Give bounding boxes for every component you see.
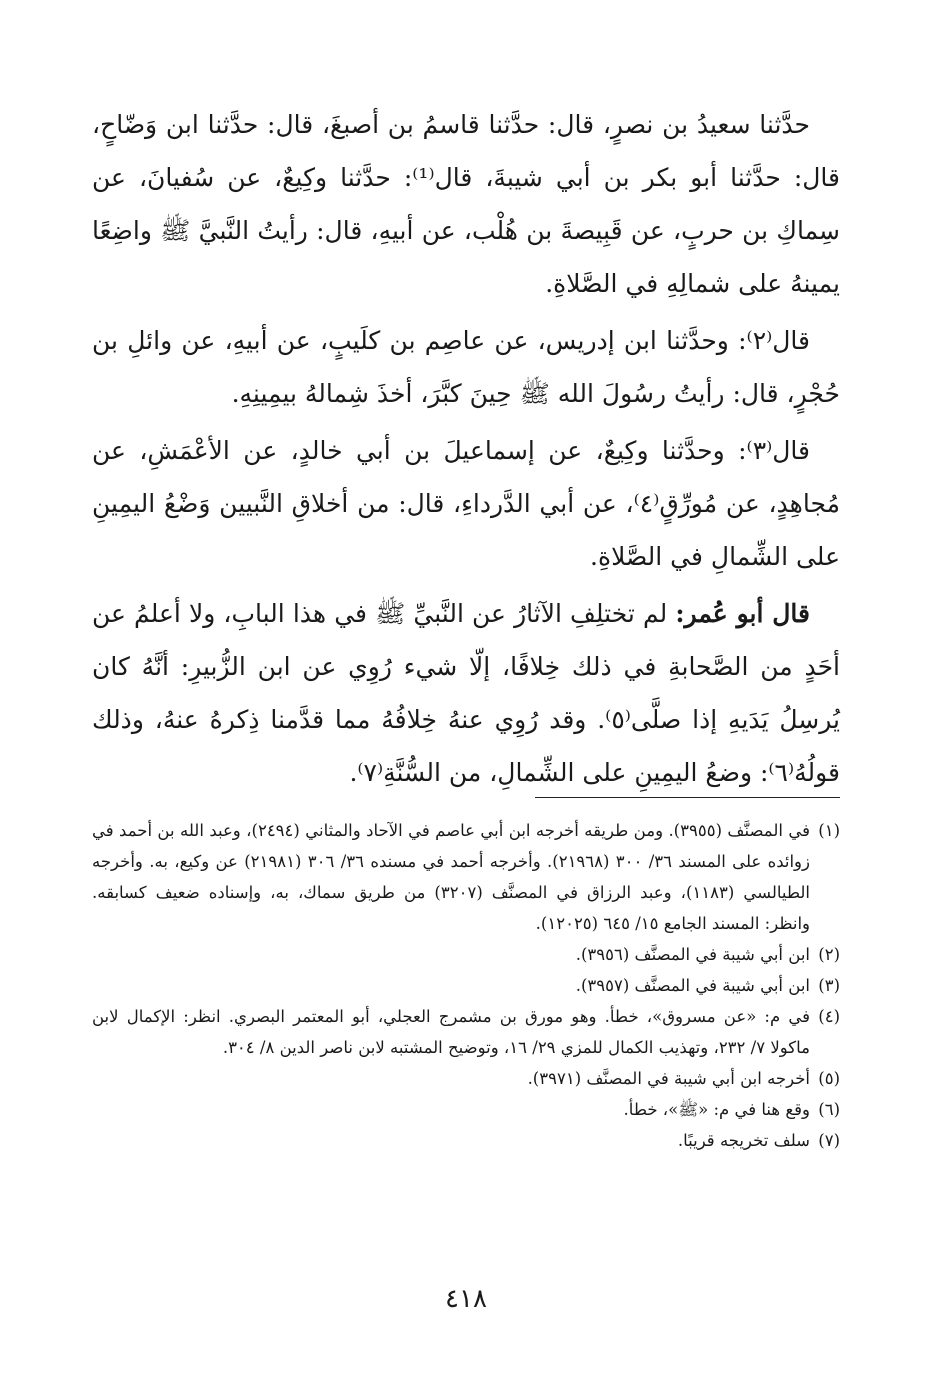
footnote xyxy=(92,970,840,1001)
footnote-number: (٢) xyxy=(818,945,840,964)
footnote xyxy=(92,1001,840,1063)
footnote xyxy=(92,1063,840,1094)
footnote-separator xyxy=(535,797,840,798)
footnote-text: أخرجه ابن أبي شيبة في المصنَّف (٣٩٧١). xyxy=(527,1069,810,1088)
footnote-number: (٧) xyxy=(818,1131,840,1150)
paragraph-4-lead: قال أبو عُمر: xyxy=(675,599,810,628)
main-text xyxy=(92,98,840,803)
footnote xyxy=(92,1094,840,1125)
page-number: ٤١٨ xyxy=(445,1284,487,1314)
footnote xyxy=(92,815,840,939)
footnote-number: (٥) xyxy=(818,1069,840,1088)
footnote-text: في م: «عن مسروق»، خطأ. وهو مورق بن مشمرج العجلي، أبو المعتمر البصري. انظر: الإكمال لابن ماكولا ٧/ ٢٣٢، وتهذيب الكمال للمزي ٢٩/ ١٦، وتوضيح المشتبه لابن ناصر الدين ٨/ ٣٠٤. xyxy=(92,1007,810,1057)
footnote-text: وقع هنا في م: «ﷺ»، خطأ. xyxy=(623,1100,810,1119)
footnote-text: ابن أبي شيبة في المصنَّف (٣٩٥٦). xyxy=(575,945,810,964)
footnote-number: (١) xyxy=(818,821,840,840)
paragraph-1: حدَّثنا سعيدُ بن نصرٍ، قال: حدَّثنا قاسمُ بن أصبغَ، قال: حدَّثنا ابن وَضّاحٍ، قال: حدَّثنا أبو بكر بن أبي شيبةَ، قال⁽¹⁾: حدَّثنا وكِيعٌ، عن سُفيانَ، عن سِماكِ بن حربٍ، عن قَبِيصةَ بن هُلْب، عن أبيهِ، قال: رأيتُ النَّبيَّ ﷺ واضِعًا يمينهُ على شمالِهِ في الصَّلاةِ. xyxy=(92,110,841,298)
footnote xyxy=(92,1125,840,1156)
footnote-number: (٤) xyxy=(818,1007,840,1026)
paragraph-3: قال⁽٣⁾: وحدَّثنا وكِيعٌ، عن إسماعيلَ بن أبي خالدٍ، عن الأعْمَشِ، عن مُجاهِدٍ، عن مُورِّقٍ⁽٤⁾، عن أبي الدَّرداءِ، قال: من أخلاقِ النَّبيين وَضْعُ اليمِينِ على الشِّمالِ في الصَّلاةِ. xyxy=(92,436,840,571)
footnote xyxy=(92,939,840,970)
paragraph-2: قال⁽٢⁾: وحدَّثنا ابن إدريس، عن عاصِم بن كلَيبٍ، عن أبيهِ، عن وائلِ بن حُجْرٍ، قال: رأيتُ رسُولَ الله ﷺ حِينَ كبَّرَ، أخذَ شِمالهُ بيمِينِهِ. xyxy=(92,326,840,408)
paragraph-4-text: لم تختلِفِ الآثارُ عن النَّبيِّ ﷺ في هذا البابِ، ولا أعلمُ عن أحَدٍ من الصَّحابةِ في ذلك خِلافًا، إلّا شيء رُوِي عن ابن الزُّبيرِ: أنَّهُ كان يُرسِلُ يَدَيهِ إذا صلَّى⁽٥⁾. وقد رُوِي عنهُ خِلافُهُ مما قدَّمنا ذِكرهُ عنهُ، وذلك قولُهُ⁽٦⁾: وضعُ اليمِينِ على الشِّمالِ، من السُّنَّةِ⁽٧⁾. xyxy=(92,599,840,787)
paragraph-4 xyxy=(92,587,840,799)
footnotes xyxy=(92,815,840,1156)
footnote-number: (٣) xyxy=(818,976,840,995)
footnote-number: (٦) xyxy=(818,1100,840,1119)
footnote-text: ابن أبي شيبة في المصنَّف (٣٩٥٧). xyxy=(575,976,810,995)
footnote-text: في المصنَّف (٣٩٥٥). ومن طريقه أخرجه ابن أبي عاصم في الآحاد والمثاني (٢٤٩٤)، وعبد الله بن أحمد في زوائده على المسند ٣٦/ ٣٠٠ (٢١٩٦٨). وأخرجه أحمد في مسنده ٣٦/ ٣٠٦ (٢١٩٨١) عن وكيع، به. وأخرجه الطيالسي (١١٨٣)، وعبد الرزاق في المصنَّف (٣٢٠٧) من طريق سماك، به، وإسناده ضعيف كسابقه. وانظر: المسند الجامع ١٥/ ٦٤٥ (١٢٠٢٥). xyxy=(92,821,811,933)
footnote-text: سلف تخريجه قريبًا. xyxy=(677,1131,810,1150)
